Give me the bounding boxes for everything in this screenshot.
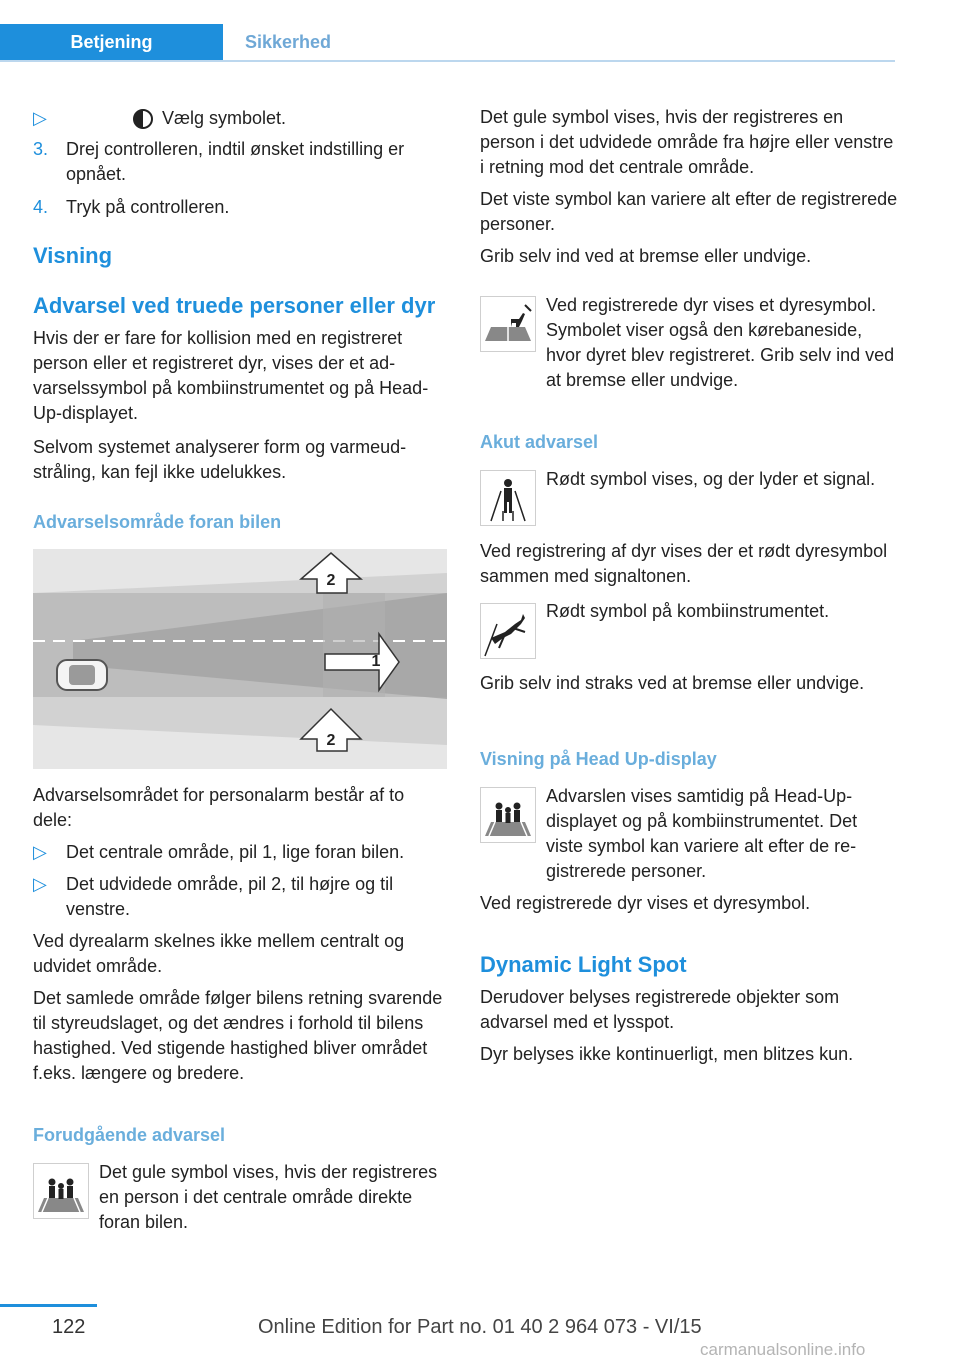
single-pedestrian-road-icon [481,471,535,525]
single-pedestrian-icon-box [480,470,536,526]
subheading-warning-area: Advarselsområde foran bilen [33,512,282,532]
warning-area-illustration [33,549,447,769]
step-choose [33,106,447,131]
red-animal-paragraph: Ved registrering af dyr vises der et rødt dyresymbol sammen med signaltonen. [480,541,888,586]
arrow-label-top: 2 [326,572,336,589]
bullet-central-area: ▷ Det centrale område, pil 1, lige foran bilen. [33,840,447,865]
animal-road-icon [481,297,535,351]
total-area-paragraph: Det samlede område følger bilens retning svarende til styreudslaget, og det ændres i forhold til bilens hastighed. Ved stigende hastighed bliver området f.eks. længere og bredere. [33,988,443,1083]
header-tabs [0,24,895,62]
intro-paragraph: Hvis der er fare for kollision med en registreret person eller et registreret dyr, vises der et advarselssymbol på kombiinstrumentet og på Head-Up-displayet. [33,328,429,423]
acute-text: Rødt symbol vises, og der lyder et signal. [546,469,876,489]
step-4-text: Tryk på controlleren. [66,197,230,217]
animal-road-icon-box [480,296,536,352]
light-spot-paragraph: Derudover belyses registrerede objekter som advarsel med et lysspot. [480,987,840,1032]
page-number: 122 [52,1316,86,1338]
arrow-label-center: 1 [371,653,381,670]
hud-animal-paragraph: Ved registrerede dyr vises et dyresymbol. [480,893,811,913]
hud-pedestrian-icon-box [480,787,536,843]
step-choose-text: Vælg symbolet. [162,108,287,128]
tab-sikkerhed[interactable]: Sikkerhed [244,32,332,52]
tab-betjening[interactable]: Betjening [0,24,223,60]
triangle-bullet-icon: ▷ [33,874,47,894]
triangle-bullet-icon: ▷ [33,842,47,862]
jumping-deer-icon-box [480,603,536,659]
jumping-deer-icon [481,604,535,658]
heading-dynamic-light-spot: Dynamic Light Spot [480,952,687,977]
animal-flash-paragraph: Dyr belyses ikke kontinuerligt, men blitzes kun. [480,1044,854,1064]
animal-symbol-text: Ved registrerede dyr vises et dyresymbol. Symbolet viser også den kørebaneside, hvor dyret blev registreret. Grib selv ind ved at bremse eller undvige. [546,295,895,390]
symbol-variation-paragraph: Det viste symbol kan variere alt efter de registrerede personer. [480,189,898,234]
form-paragraph: Selvom systemet analyserer form og varmeudstråling, kan fejl ikke udelukkes. [33,437,407,482]
triangle-bullet-icon: ▷ [33,108,47,128]
heading-advarsel: Advarsel ved truede personer eller dyr [33,293,436,318]
edition-text: Online Edition for Part no. 01 40 2 964 073 - VI/15 [258,1316,702,1338]
hud-text: Advarslen vises samtidig på Head-Up-displayet og på kombiinstrumentet. Det viste symbol kan variere alt efter de registrerede personer. [546,786,858,881]
pedestrian-group-icon [481,788,535,842]
step-3-number: 3. [33,139,49,159]
step-4-number: 4. [33,197,49,217]
pedestrian-group-icon-box [33,1163,89,1219]
step-3 [33,137,447,187]
red-animal-text: Rødt symbol på kombiinstrumentet. [546,601,830,621]
warning-area-diagram [33,549,447,769]
subheading-preliminary: Forudgående advarsel [33,1125,226,1145]
step-3-text: Drej controlleren, indtil ønsket indstilling er opnået. [66,139,405,184]
heading-visning: Visning [33,243,113,268]
watermark: carmanualsonline.info [700,1340,866,1359]
pedestrian-group-icon [34,1164,88,1218]
car-top-view-icon [57,660,107,690]
footer-divider [0,1304,97,1307]
step-4 [33,195,447,220]
preliminary-text: Det gule symbol vises, hvis der registreres en person i det centrale område direkte foran bilen. [99,1162,438,1232]
arrow-label-bottom: 2 [326,732,336,749]
intervene-paragraph: Grib selv ind ved at bremse eller undvige. [480,246,812,266]
tab-divider [0,60,895,62]
contrast-icon [132,108,154,130]
extended-area-paragraph: Det gule symbol vises, hvis der registreres en person i det udvidede område fra højre eller venstre i retning mod det centrale område. [480,107,894,177]
area-paragraph: Advarselsområdet for personalarm består af to dele: [33,785,405,830]
bullet-extended-area: ▷ Det udvidede område, pil 2, til højre og til venstre. [33,874,394,919]
subheading-hud: Visning på Head Up-display [480,749,717,769]
immediate-paragraph: Grib selv ind straks ved at bremse eller undvige. [480,673,865,693]
subheading-acute: Akut advarsel [480,432,599,452]
animal-alarm-paragraph: Ved dyrealarm skelnes ikke mellem centralt og udvidet område. [33,931,405,976]
